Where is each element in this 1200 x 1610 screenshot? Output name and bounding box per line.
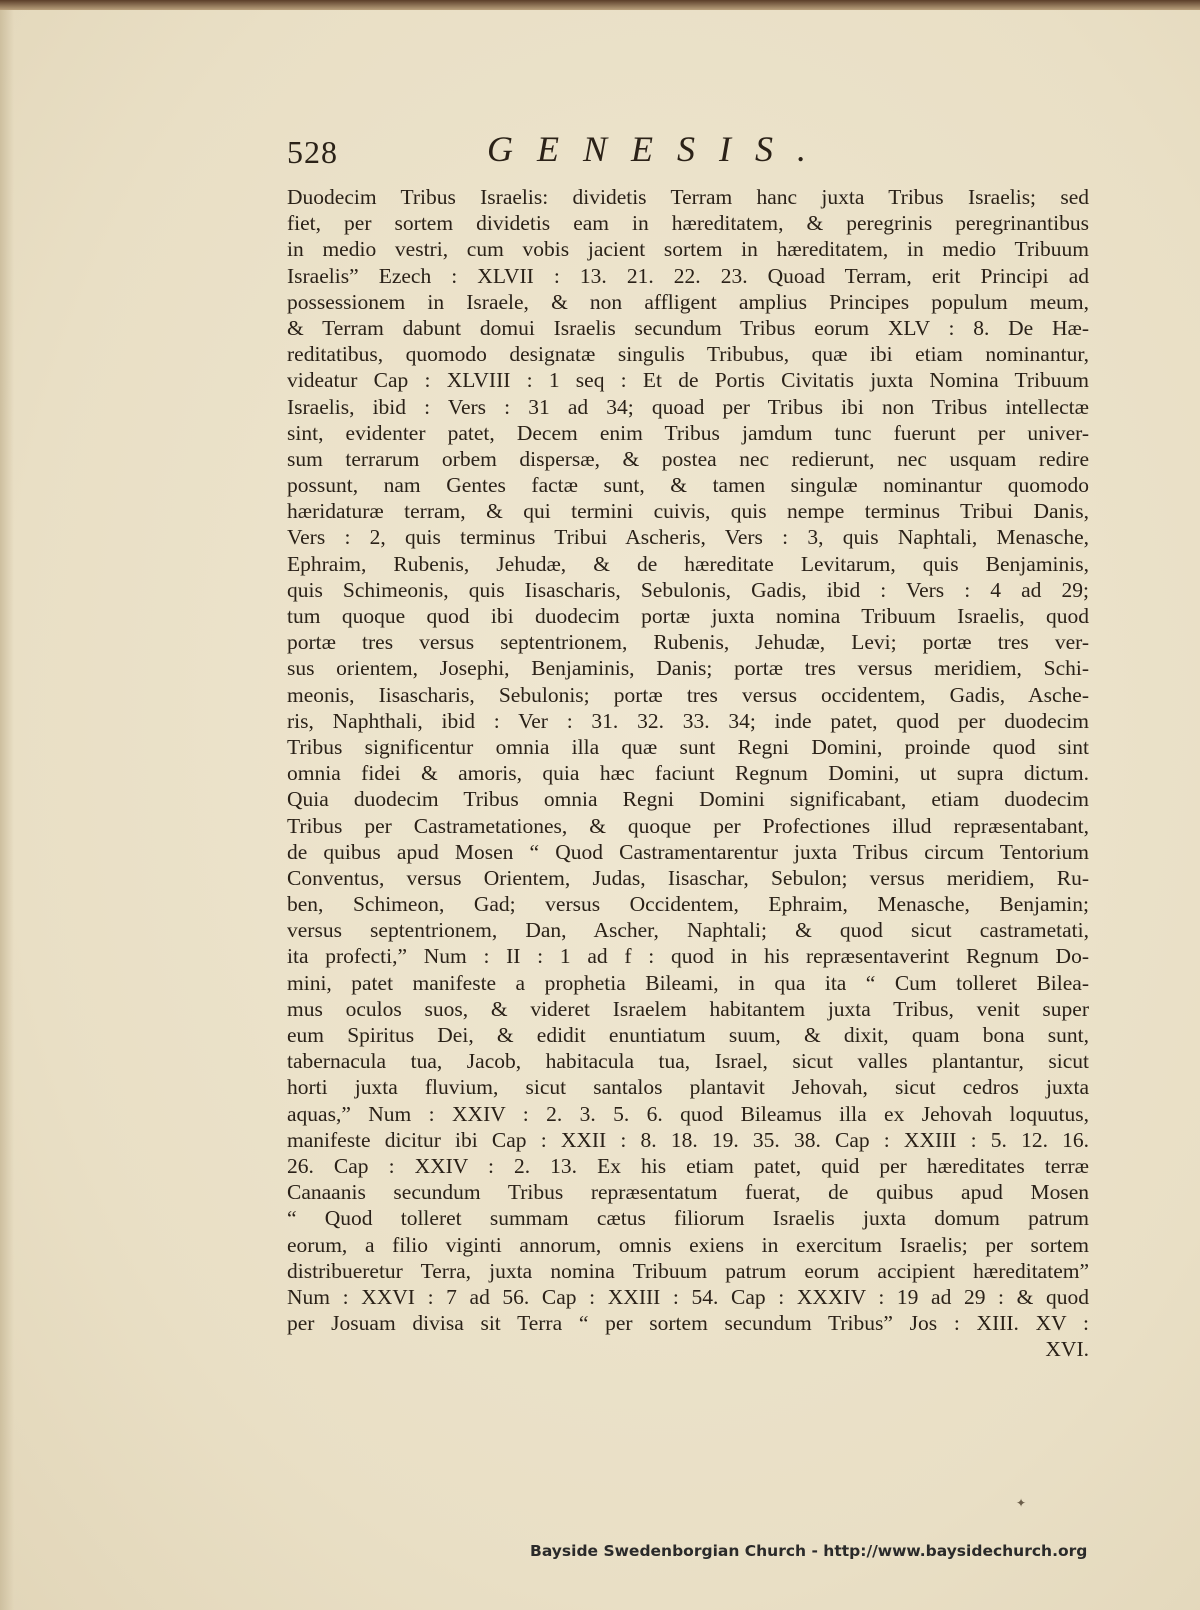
- text-line: Tribus per Castrametationes, & quoque per Profectiones illud repræsentabant,: [287, 813, 1089, 838]
- text-line: de quibus apud Mosen “ Quod Castramentarentur juxta Tribus circum Tentorium: [287, 839, 1089, 864]
- text-line: 26. Cap : XXIV : 2. 13. Ex his etiam patet, quid per hæreditates terræ: [287, 1153, 1089, 1178]
- text-line: hæridaturæ terram, & qui termini cuivis, quis nempe terminus Tribui Danis,: [287, 499, 1089, 524]
- text-line: Canaanis secundum Tribus repræsentatum fuerat, de quibus apud Mosen: [287, 1180, 1089, 1205]
- text-line: Vers : 2, quis terminus Tribui Ascheris, Vers : 3, quis Naphtali, Menasche,: [287, 525, 1089, 550]
- text-line: “ Quod tolleret summam cætus filiorum Israelis juxta domum patrum: [287, 1206, 1089, 1231]
- text-line: Duodecim Tribus Israelis: dividetis Terram hanc juxta Tribus Israelis; sed: [287, 185, 1089, 209]
- text-line: versus septentrionem, Dan, Ascher, Naphtali; & quod sicut castrametati,: [287, 918, 1089, 943]
- text-line: meonis, Iisascharis, Sebulonis; portæ tres versus occidentem, Gadis, Asche-: [287, 682, 1089, 707]
- text-line: in medio vestri, cum vobis jacient sortem in hæreditatem, in medio Tribuum: [287, 237, 1089, 262]
- text-line: videatur Cap : XLVIII : 1 seq : Et de Portis Civitatis juxta Nomina Tribuum: [287, 368, 1089, 393]
- text-line: tum quoque quod ibi duodecim portæ juxta nomina Tribuum Israelis, quod: [287, 604, 1089, 628]
- text-line: quis Schimeonis, quis Iisascharis, Sebulonis, Gadis, ibid : Vers : 4 ad 29;: [287, 577, 1089, 602]
- text-line: distribueretur Terra, juxta nomina Tribuum patrum eorum accipient hæreditatem”: [287, 1258, 1089, 1283]
- text-line: ita profecti,” Num : II : 1 ad f : quod in his repræsentaverint Regnum Do-: [287, 944, 1089, 969]
- text-line: fiet, per sortem dividetis eam in hæreditatem, & peregrinis peregrinantibus: [287, 211, 1089, 236]
- text-line: possunt, nam Gentes factæ sunt, & tamen singulæ nominantur quomodo: [287, 473, 1089, 498]
- text-line: sus orientem, Josephi, Benjaminis, Danis; portæ tres versus meridiem, Schi-: [287, 656, 1089, 681]
- page-number: 528: [287, 134, 338, 170]
- text-line: Israelis, ibid : Vers : 31 ad 34; quoad per Tribus ibi non Tribus intellectæ: [287, 394, 1089, 419]
- page-header: [287, 128, 1087, 178]
- page-top-edge: [0, 0, 1200, 10]
- text-line: sint, evidenter patet, Decem enim Tribus jamdum tunc fuerunt per univer-: [287, 420, 1089, 445]
- text-line: omnia fidei & amoris, quia hæc faciunt Regnum Domini, ut supra dictum.: [287, 761, 1089, 786]
- text-line: eorum, a filio viginti annorum, omnis exiens in exercitum Israelis; per sortem: [287, 1232, 1089, 1257]
- text-line: manifeste dicitur ibi Cap : XXII : 8. 18. 19. 35. 38. Cap : XXIII : 5. 12. 16.: [287, 1127, 1089, 1152]
- text-line: portæ tres versus septentrionem, Rubenis, Jehudæ, Levi; portæ tres ver-: [287, 630, 1089, 655]
- text-line: horti juxta fluvium, sicut santalos plantavit Jehovah, sicut cedros juxta: [287, 1075, 1089, 1100]
- text-line-catchword: XVI.: [1045, 1337, 1089, 1362]
- text-line: Num : XXVI : 7 ad 56. Cap : XXIII : 54. Cap : XXXIV : 19 ad 29 : & quod: [287, 1284, 1089, 1309]
- text-line: Tribus significentur omnia illa quæ sunt Regni Domini, proinde quod sint: [287, 734, 1089, 759]
- text-line: & Terram dabunt domui Israelis secundum Tribus eorum XLV : 8. De Hæ-: [287, 315, 1089, 340]
- text-line: sum terrarum orbem dispersæ, & postea nec redierunt, nec usquam redire: [287, 446, 1089, 471]
- footer-credit: Bayside Swedenborgian Church - http://www.baysidechurch.org: [530, 1542, 1088, 1560]
- text-line: aquas,” Num : XXIV : 2. 3. 5. 6. quod Bileamus illa ex Jehovah loquutus,: [287, 1101, 1089, 1126]
- running-title: GENESIS.: [487, 129, 830, 169]
- text-line: tabernacula tua, Jacob, habitacula tua, Israel, sicut valles plantantur, sicut: [287, 1049, 1089, 1074]
- text-line: Ephraim, Rubenis, Jehudæ, & de hæreditate Levitarum, quis Benjaminis,: [287, 551, 1089, 576]
- text-line: Quia duodecim Tribus omnia Regni Domini significabant, etiam duodecim: [287, 787, 1089, 812]
- body-text: [287, 184, 1089, 1362]
- text-line: ris, Naphthali, ibid : Ver : 31. 32. 33. 34; inde patet, quod per duodecim: [287, 708, 1089, 733]
- text-line: possessionem in Israele, & non affligent amplius Principes populum meum,: [287, 289, 1089, 314]
- text-line: per Josuam divisa sit Terra “ per sortem secundum Tribus” Jos : XIII. XV :: [287, 1311, 1089, 1336]
- paper-speck-icon: ✦: [1016, 1496, 1027, 1510]
- text-line: Israelis” Ezech : XLVII : 13. 21. 22. 23. Quoad Terram, erit Principi ad: [287, 263, 1089, 288]
- text-line: ben, Schimeon, Gad; versus Occidentem, Ephraim, Menasche, Benjamin;: [287, 892, 1089, 917]
- text-line: mus oculos suos, & videret Israelem habitantem juxta Tribus, venit super: [287, 996, 1089, 1021]
- text-line: reditatibus, quomodo designatæ singulis Tribubus, quæ ibi etiam nominantur,: [287, 342, 1089, 367]
- text-line: mini, patet manifeste a prophetia Bileami, in qua ita “ Cum tolleret Bilea-: [287, 970, 1089, 995]
- text-line: eum Spiritus Dei, & edidit enuntiatum suum, & dixit, quam bona sunt,: [287, 1023, 1089, 1047]
- page-gutter-shadow: [0, 0, 14, 1610]
- text-line: Conventus, versus Orientem, Judas, Iisaschar, Sebulon; versus meridiem, Ru-: [287, 865, 1089, 890]
